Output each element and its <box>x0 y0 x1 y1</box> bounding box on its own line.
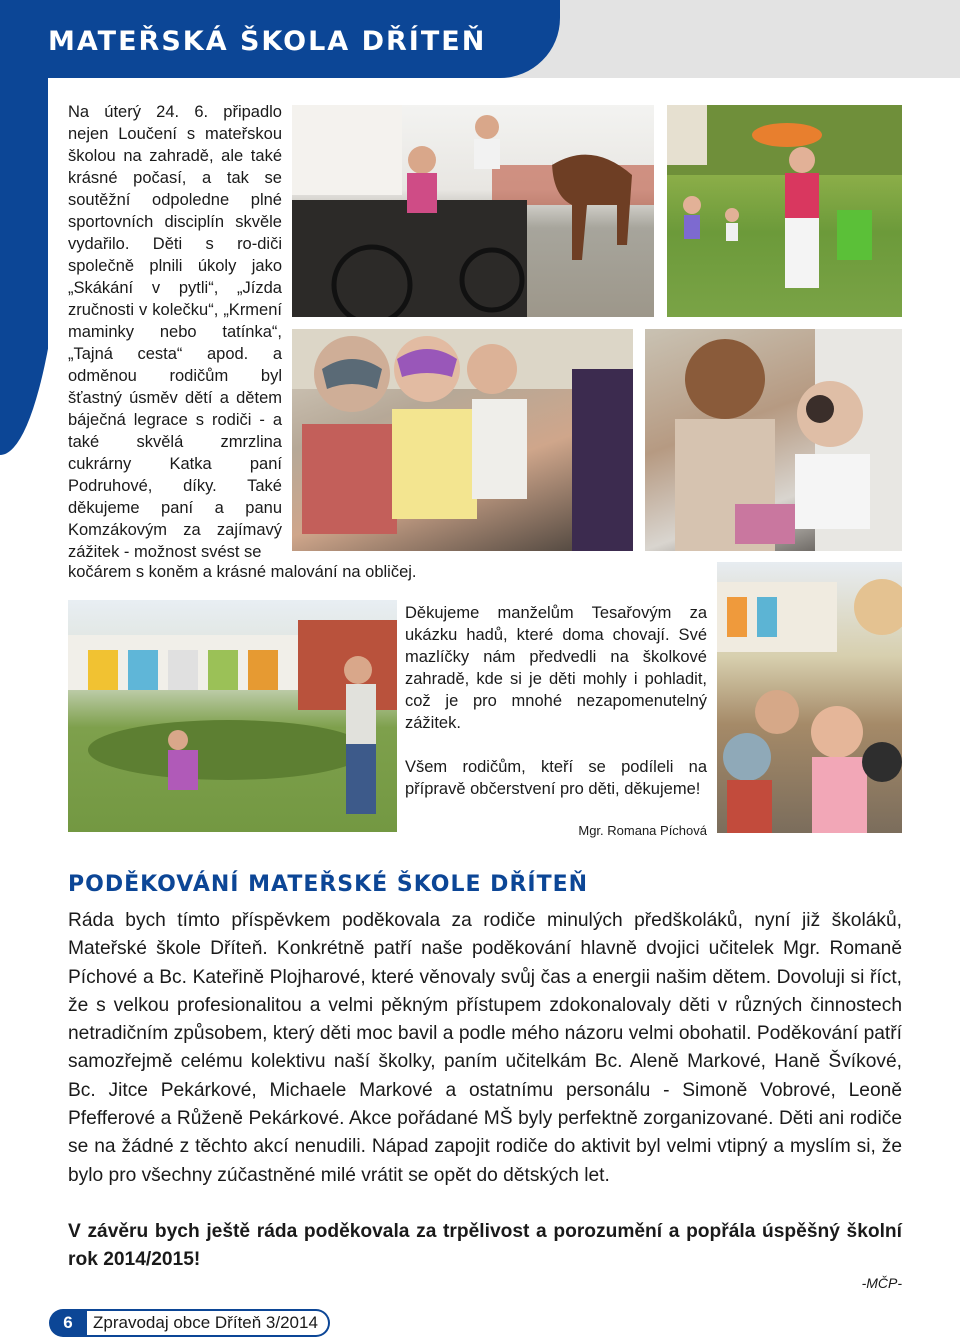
section-signature: -MČP- <box>861 1275 902 1291</box>
page-number: 6 <box>49 1309 87 1337</box>
photo-painted-children-drawing <box>292 329 633 551</box>
section-closing-text: V závěru bych ještě ráda poděkovala za trpělivost a porozumění a popřála úspěšný školní rok 2014/2015! <box>68 1221 902 1271</box>
photo-garden-group <box>68 600 397 832</box>
photo-parachute-game <box>667 105 902 317</box>
article-intro-text: Na úterý 24. 6. připadlo nejen Loučení s mateřskou školou na zahradě, ale také krásné počasí, a tak se soutěžní odpoledne plné sportovních disciplín skvěle vydařilo. Děti s ro-diči společně plnili úkoly jako „Skákání v pytli“, „Jízda zručnosti v kolečku“, „Krmení maminky nebo tatínka“, „Tajná cesta“ apod. a odměnou rodičům byl šťastný úsměv dětí a dětem báječná legrace s rodiči - a také skvělá zmrzlina cukrárny Katka paní Podruhové, díky. Také děkujeme paní a panu Komzákovým za zajímavý zážitek - možnost svést se <box>68 103 282 561</box>
section-body-text: Ráda bych tímto příspěvkem poděkovala za rodiče minulých předškoláků, nyní již školáků, Mateřské škole Dříteň. Konkrétně patří naše poděkování hlavně dvojici učitelek Mgr. Romaně Píchové a Bc. Kateřině Plojharové, které věnovaly svůj čas a energii našim dětem. Dovoluji si říct, že s velkou profesionalitou a velmi pěkným přístupem zdokonalovaly děti v různých činnostech netradičním způsobem, který děti moc bavil a podle mého názoru velmi obohatil. Poděkování patří samozřejmě celému kolektivu naší školky, paním učitelkám Bc. Aleně Markové, Haně Švíkové, Bc. Jitce Pekárkové, Michaele Markové a ostatnímu personálu - Simoně Vobrové, Leoně Pfefferové a Růženě Pekárkové. Akce pořádané MŠ byly perfektně zorganizované. Děti ani rodiče se na žádné z těchto akcí nenudili. Nápad zapojit rodiče do aktivit byl velmi vtipný a myslím si, že bylo pro všechny zúčastněné milé vrátit se opět do dětských let. <box>68 910 902 1186</box>
photo-face-painting-drawing <box>645 329 902 551</box>
photo-horse-carriage <box>292 105 654 317</box>
photo-garden-group-drawing <box>68 600 397 832</box>
article-signature: Mgr. Romana Píchová <box>578 823 707 838</box>
photo-snake-visit-drawing <box>717 562 902 833</box>
publication-title: Zpravodaj obce Dříteň 3/2014 <box>87 1309 330 1337</box>
section-title: PODĚKOVÁNÍ MATEŘSKÉ ŠKOLE DŘÍTEŇ <box>68 872 589 897</box>
page-footer <box>49 1309 330 1337</box>
page-title: MATEŘSKÁ ŠKOLA DŘÍTEŇ <box>48 26 487 57</box>
thanks-parents-text: Všem rodičům, kteří se podíleli na přípravě občerstvení pro děti, děkujeme! <box>405 758 707 798</box>
photo-face-painting <box>645 329 902 551</box>
photo-snake-visit <box>717 562 902 833</box>
photo-horse-carriage-drawing <box>292 105 654 317</box>
photo-parachute-game-drawing <box>667 105 902 317</box>
thanks-snakes-text: Děkujeme manželům Tesařovým za ukázku hadů, které doma chovají. Své mazlíčky nám předvedli na školkové zahradě, kde si je děti mohly i pohladit, což je pro mnohé nezapomenutelný zážitek. <box>405 604 707 732</box>
article-intro-last-line: kočárem s koněm a krásné malování na obličej. <box>68 563 417 581</box>
photo-painted-children <box>292 329 633 551</box>
